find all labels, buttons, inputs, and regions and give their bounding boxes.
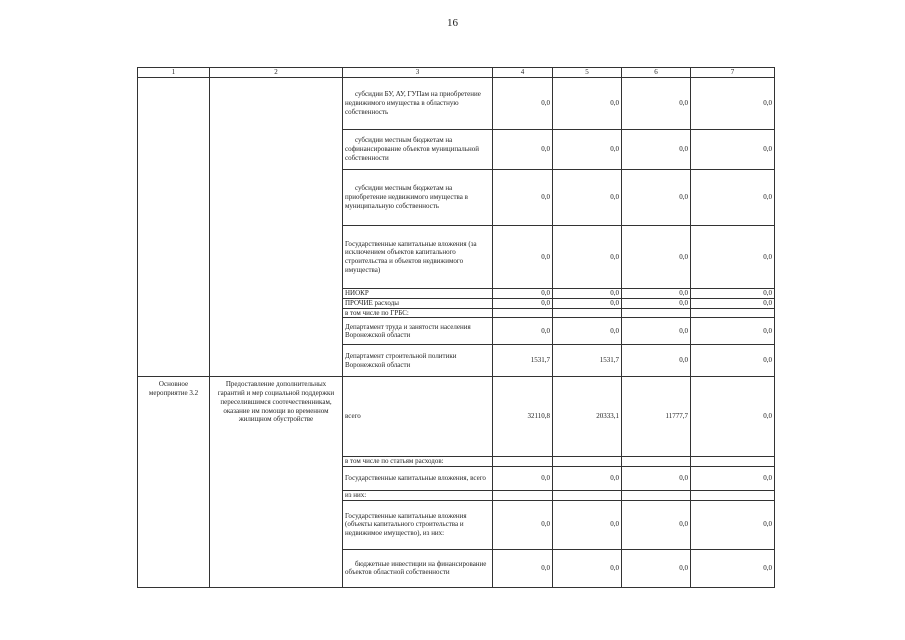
value-cell: 0,0	[553, 298, 622, 308]
measure-title: Предоставление дополнительных гарантий и мер социальной поддержки переселившимся соотечественникам, оказание им помощи во временном жилищном обустройстве	[210, 377, 343, 588]
value-cell: 1531,7	[493, 345, 553, 377]
value-cell	[493, 491, 553, 501]
header-cell: 2	[210, 68, 343, 78]
budget-table	[137, 67, 775, 588]
value-cell: 0,0	[622, 130, 691, 170]
value-cell: 0,0	[622, 298, 691, 308]
value-cell: 0,0	[691, 289, 775, 299]
value-cell: 0,0	[622, 226, 691, 289]
value-cell: 0,0	[493, 298, 553, 308]
value-cell: 0,0	[553, 226, 622, 289]
row-label: Департамент труда и занятости населения Воронежской области	[343, 318, 493, 345]
continued-col1	[138, 78, 210, 377]
value-cell: 0,0	[493, 170, 553, 226]
value-cell: 0,0	[691, 298, 775, 308]
row-label: всего	[343, 377, 493, 457]
value-cell: 0,0	[553, 500, 622, 549]
value-cell: 0,0	[622, 318, 691, 345]
row-label: Департамент строительной политики Воронежской области	[343, 345, 493, 377]
value-cell	[622, 308, 691, 318]
row-label: в том числе по статьям расходов:	[343, 457, 493, 467]
header-cell: 7	[691, 68, 775, 78]
row-label: субсидии местным бюджетам на приобретение недвижимого имущества в муниципальную собственность	[343, 170, 493, 226]
value-cell: 32110,8	[493, 377, 553, 457]
row-label: НИОКР	[343, 289, 493, 299]
value-cell: 0,0	[622, 170, 691, 226]
value-cell: 0,0	[553, 467, 622, 491]
value-cell	[691, 457, 775, 467]
value-cell	[622, 491, 691, 501]
value-cell: 0,0	[691, 467, 775, 491]
value-cell	[553, 457, 622, 467]
value-cell: 0,0	[691, 78, 775, 130]
value-cell	[493, 457, 553, 467]
value-cell: 0,0	[493, 289, 553, 299]
value-cell: 0,0	[622, 289, 691, 299]
row-label: в том числе по ГРБС:	[343, 308, 493, 318]
value-cell: 0,0	[622, 345, 691, 377]
header-cell: 5	[553, 68, 622, 78]
value-cell: 0,0	[691, 130, 775, 170]
page-number: 16	[447, 17, 458, 29]
row-label: субсидии местным бюджетам на софинансирование объектов муниципальной собственности	[343, 130, 493, 170]
value-cell	[691, 308, 775, 318]
value-cell	[493, 308, 553, 318]
row-label: Государственные капитальные вложения, всего	[343, 467, 493, 491]
row-label: бюджетные инвестиции на финансирование объектов областной собственности	[343, 549, 493, 587]
header-cell: 3	[343, 68, 493, 78]
value-cell: 0,0	[553, 549, 622, 587]
value-cell: 0,0	[691, 377, 775, 457]
value-cell: 0,0	[691, 226, 775, 289]
table-row	[138, 78, 775, 130]
measure-code: Основное мероприятие 3.2	[138, 377, 210, 588]
value-cell: 0,0	[493, 78, 553, 130]
value-cell	[553, 308, 622, 318]
header-row	[138, 68, 775, 78]
value-cell	[622, 457, 691, 467]
value-cell: 0,0	[622, 78, 691, 130]
value-cell: 0,0	[691, 170, 775, 226]
value-cell: 0,0	[493, 467, 553, 491]
value-cell	[691, 491, 775, 501]
row-label: из них:	[343, 491, 493, 501]
row-label: ПРОЧИЕ расходы	[343, 298, 493, 308]
value-cell: 0,0	[493, 549, 553, 587]
table-row	[138, 377, 775, 457]
header-cell: 4	[493, 68, 553, 78]
value-cell: 0,0	[493, 500, 553, 549]
value-cell: 0,0	[493, 318, 553, 345]
value-cell: 0,0	[622, 467, 691, 491]
value-cell: 0,0	[493, 130, 553, 170]
value-cell: 0,0	[691, 549, 775, 587]
header-cell: 1	[138, 68, 210, 78]
value-cell: 0,0	[553, 170, 622, 226]
value-cell: 0,0	[553, 318, 622, 345]
value-cell: 0,0	[691, 500, 775, 549]
row-label: Государственные капитальные вложения (за исключением объектов капитального строительства и объектов недвижимого имущества)	[343, 226, 493, 289]
value-cell: 0,0	[493, 226, 553, 289]
header-cell: 6	[622, 68, 691, 78]
row-label: субсидии БУ, АУ, ГУПам на приобретение недвижимого имущества в областную собственность	[343, 78, 493, 130]
value-cell: 0,0	[622, 549, 691, 587]
value-cell: 0,0	[691, 318, 775, 345]
value-cell: 11777,7	[622, 377, 691, 457]
row-label: Государственные капитальные вложения (объекты капитального строительства и недвижимое имущество), из них:	[343, 500, 493, 549]
value-cell: 1531,7	[553, 345, 622, 377]
value-cell: 0,0	[622, 500, 691, 549]
value-cell: 0,0	[553, 289, 622, 299]
value-cell	[553, 491, 622, 501]
value-cell: 0,0	[553, 130, 622, 170]
continued-col2	[210, 78, 343, 377]
value-cell: 20333,1	[553, 377, 622, 457]
value-cell: 0,0	[691, 345, 775, 377]
value-cell: 0,0	[553, 78, 622, 130]
